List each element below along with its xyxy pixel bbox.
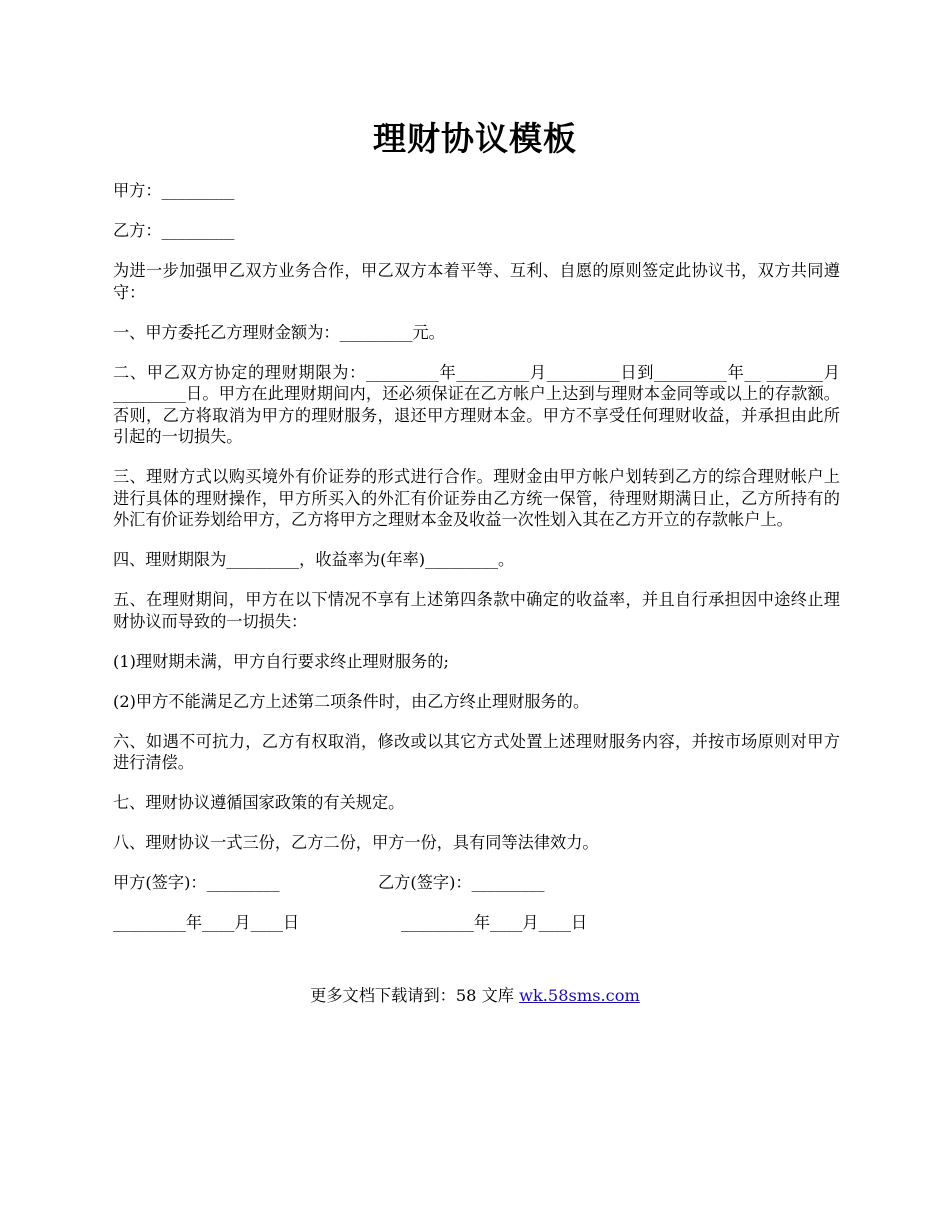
party-a-signature: 甲方(签字)：_________ (113, 873, 280, 892)
footer-link[interactable]: wk.58sms.com (519, 986, 640, 1005)
clause-8: 八、理财协议一式三份，乙方二份，甲方一份，具有同等法律效力。 (113, 833, 599, 852)
clause-2: 二、甲乙双方协定的理财期限为：_________年_________月_________日到_________年__ _______月_________日。甲方在此理财期间内，还必须保证在乙方帐户上达到与理财本金同等或以上的存款额。否则，乙方将取消为甲方的理财服务，退还甲方理财本金。甲方不享受任何理财收益，并承担由此所引起的一切损失。 (113, 362, 840, 446)
clause-4: 四、理财期限为_________，收益率为(年率)_________。 (113, 550, 515, 569)
party-b-signature: 乙方(签字)：_________ (378, 873, 545, 892)
party-a-date: _________年____月____日 (113, 913, 300, 932)
signature-row (113, 872, 840, 894)
footer-text: 更多文档下载请到：58 文库 (310, 986, 520, 1005)
party-b-date: _________年____月____日 (401, 913, 588, 932)
date-row (113, 912, 840, 934)
clause-3: 三、理财方式以购买境外有价证券的形式进行合作。理财金由甲方帐户划转到乙方的综合理财帐户上进行具体的理财操作，甲方所买入的外汇有价证券由乙方统一保管，待理财期满日止，乙方所持有的外汇有价证券划给甲方，乙方将甲方之理财本金及收益一次性划入其在乙方开立的存款帐户上。 (113, 467, 840, 529)
clause-5-item-2: (2)甲方不能满足乙方上述第二项条件时，由乙方终止理财服务的。 (113, 691, 590, 711)
clause-1: 一、甲方委托乙方理财金额为：_________元。 (113, 322, 445, 342)
intro-paragraph: 为进一步加强甲乙双方业务合作，甲乙双方本着平等、互利、自愿的原则签定此协议书，双方共同遵守： (113, 261, 840, 302)
clause-6: 六、如遇不可抗力，乙方有权取消，修改或以其它方式处置上述理财服务内容，并按市场原则对甲方进行清偿。 (113, 731, 840, 772)
footer (0, 985, 950, 1007)
party-b-line: 乙方：_________ (113, 221, 235, 240)
party-a-line: 甲方：_________ (113, 181, 235, 200)
clause-5-item-1: (1)理财期未满，甲方自行要求终止理财服务的; (113, 651, 449, 671)
clause-7: 七、理财协议遵循国家政策的有关规定。 (113, 793, 405, 812)
document-body (113, 180, 840, 952)
clause-5: 五、在理财期间，甲方在以下情况不享有上述第四条款中确定的收益率，并且自行承担因中途终止理财协议而导致的一切损失： (113, 590, 840, 631)
page-title: 理财协议模板 (373, 119, 577, 158)
